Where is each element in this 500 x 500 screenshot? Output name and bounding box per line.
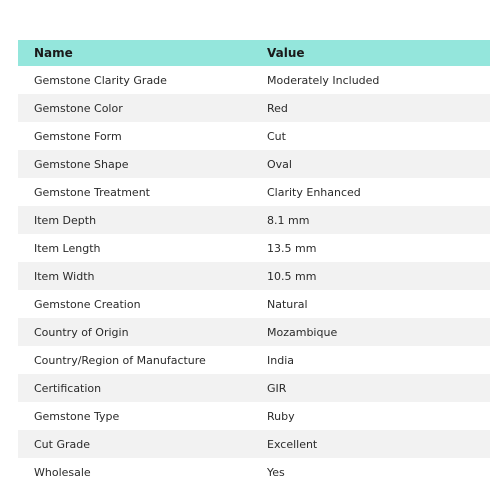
row-value-cell: 8.1 mm <box>255 206 490 234</box>
row-value-cell: Yes <box>255 458 490 486</box>
row-name-cell: Gemstone Color <box>18 94 255 122</box>
column-header-value: Value <box>255 40 490 66</box>
row-value-cell: 10.5 mm <box>255 262 490 290</box>
row-value-cell: GIR <box>255 374 490 402</box>
row-value-cell: Cut <box>255 122 490 150</box>
row-name-cell: Cut Grade <box>18 430 255 458</box>
row-value-cell: Ruby <box>255 402 490 430</box>
table-row <box>18 374 490 402</box>
table-row <box>18 122 490 150</box>
row-name-cell: Country/Region of Manufacture <box>18 346 255 374</box>
table-row <box>18 206 490 234</box>
row-name-cell: Gemstone Clarity Grade <box>18 66 255 94</box>
table-row <box>18 402 490 430</box>
column-header-name: Name <box>18 40 255 66</box>
row-value-cell: Excellent <box>255 430 490 458</box>
row-value-cell: Mozambique <box>255 318 490 346</box>
row-name-cell: Item Depth <box>18 206 255 234</box>
table-row <box>18 234 490 262</box>
row-name-cell: Gemstone Type <box>18 402 255 430</box>
table-body <box>18 66 490 486</box>
row-value-cell: 13.5 mm <box>255 234 490 262</box>
table-row <box>18 94 490 122</box>
table-row <box>18 430 490 458</box>
table-row <box>18 178 490 206</box>
row-value-cell: Oval <box>255 150 490 178</box>
row-name-cell: Country of Origin <box>18 318 255 346</box>
table-row <box>18 318 490 346</box>
table-row <box>18 290 490 318</box>
table-row <box>18 150 490 178</box>
table-row <box>18 458 490 486</box>
table-row <box>18 346 490 374</box>
row-name-cell: Wholesale <box>18 458 255 486</box>
row-name-cell: Gemstone Creation <box>18 290 255 318</box>
row-name-cell: Gemstone Shape <box>18 150 255 178</box>
row-value-cell: India <box>255 346 490 374</box>
row-name-cell: Gemstone Treatment <box>18 178 255 206</box>
table-row <box>18 262 490 290</box>
item-specifics-table <box>18 40 490 486</box>
row-value-cell: Natural <box>255 290 490 318</box>
row-name-cell: Certification <box>18 374 255 402</box>
row-name-cell: Gemstone Form <box>18 122 255 150</box>
table-header-row <box>18 40 490 66</box>
table-row <box>18 66 490 94</box>
row-value-cell: Clarity Enhanced <box>255 178 490 206</box>
row-value-cell: Red <box>255 94 490 122</box>
row-value-cell: Moderately Included <box>255 66 490 94</box>
row-name-cell: Item Length <box>18 234 255 262</box>
table-header <box>18 40 490 66</box>
row-name-cell: Item Width <box>18 262 255 290</box>
